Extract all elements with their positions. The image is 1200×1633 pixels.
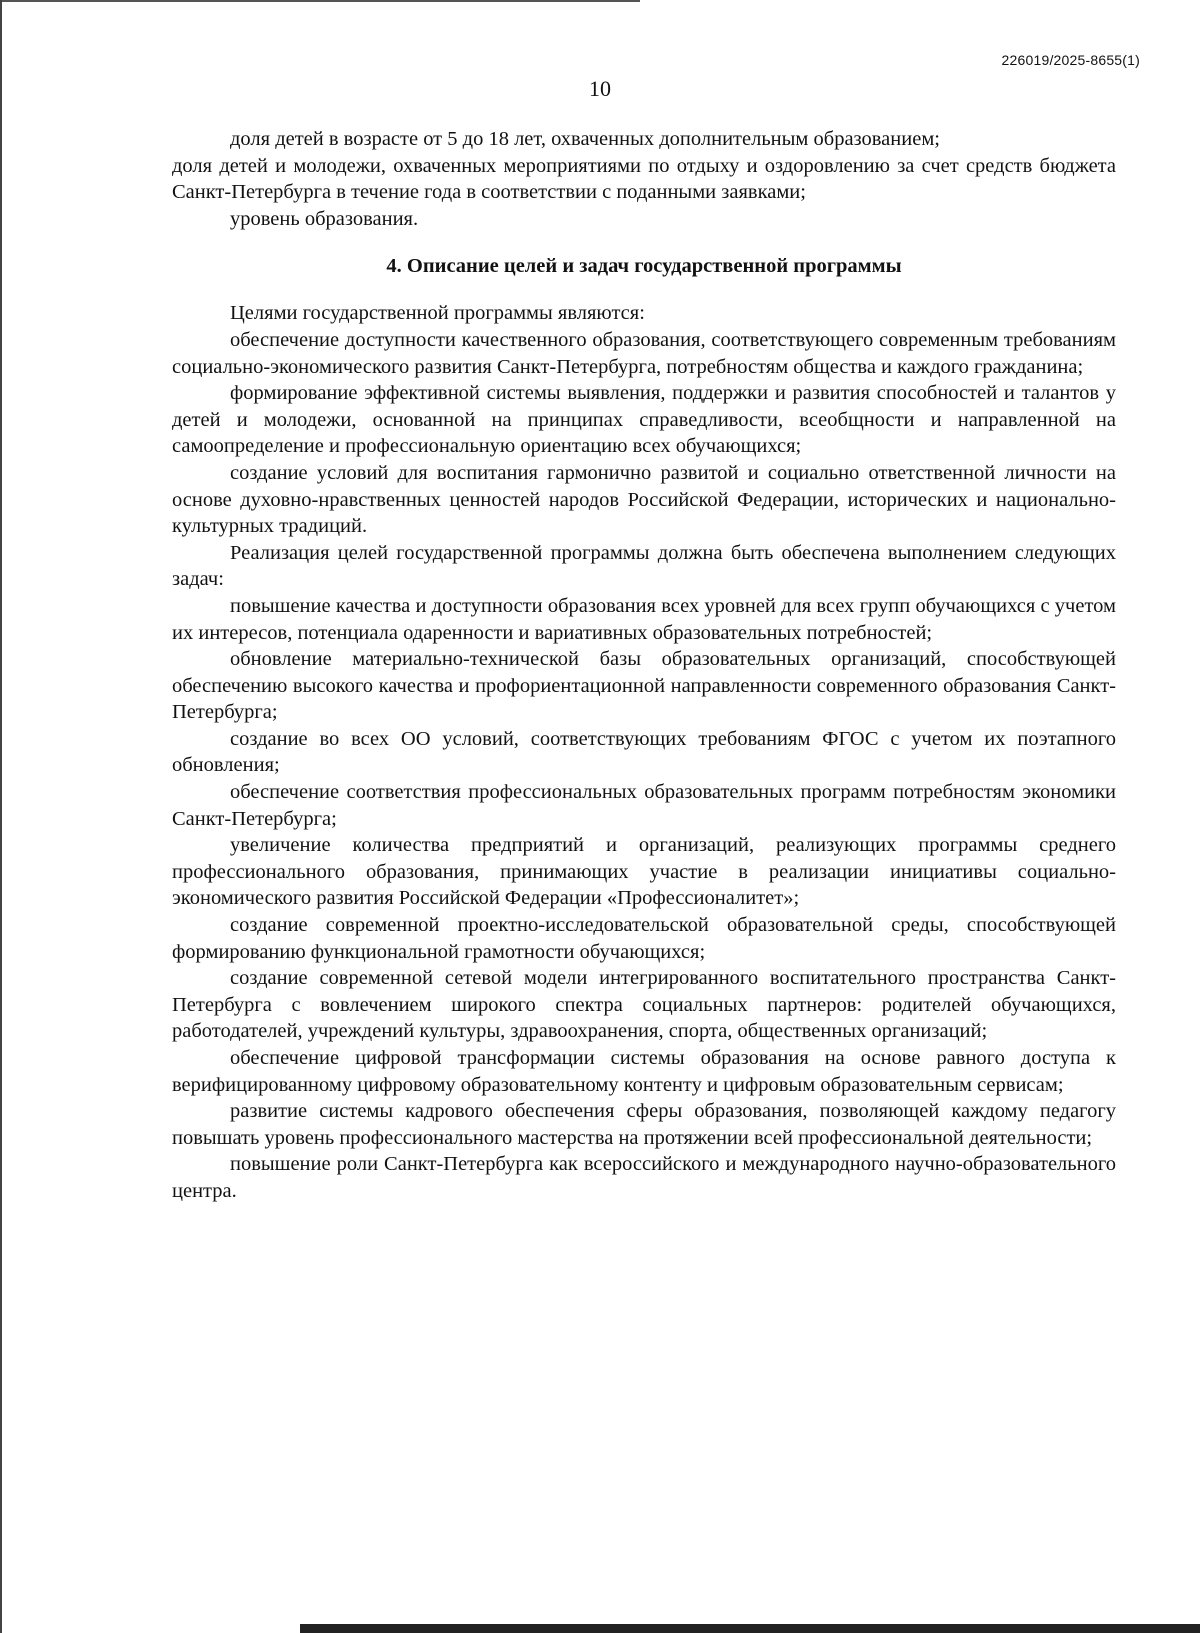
goal-item: создание условий для воспитания гармонично развитой и социально ответственной личности на основе духовно-нравственных ценностей народов Российской Федерации, исторических и национально-культурных традиций.: [172, 461, 1116, 538]
task-item: увеличение количества предприятий и организаций, реализующих программы среднего профессионального образования, принимающих участие в реализации инициативы социально-экономического развития Российской Федерации «Профессионалитет»;: [172, 834, 1116, 910]
document-number: 226019/2025-8655(1): [1001, 52, 1140, 68]
task-item: создание современной проектно-исследовательской образовательной среды, способствующей формированию функциональной грамотности обучающихся;: [172, 914, 1116, 963]
intro-paragraph: доля детей и молодежи, охваченных мероприятиями по отдыху и оздоровлению за счет средств бюджета Санкт-Петербурга в течение года в соответствии с поданными заявками;: [172, 154, 1116, 204]
scan-edge-bottom: [300, 1624, 1200, 1633]
scan-edge-top: [0, 0, 640, 2]
goals-intro: Целями государственной программы являются:: [230, 302, 645, 325]
task-item: обновление материально-технической базы образовательных организаций, способствующей обеспечению высокого качества и профориентационной направленности современного образования Санкт-Петербурга;: [172, 648, 1116, 724]
document-body: [172, 126, 1116, 1205]
goal-item: формирование эффективной системы выявления, поддержки и развития способностей и талантов у детей и молодежи, основанной на принципах справедливости, всеобщности и направленной на самоопределение и профессиональную ориентацию всех обучающихся;: [172, 382, 1116, 458]
task-item: повышение качества и доступности образования всех уровней для всех групп обучающихся с учетом их интересов, потенциала одаренности и вариативных образовательных потребностей;: [172, 594, 1116, 644]
goal-item: обеспечение доступности качественного образования, соответствующего современным требованиям социально-экономического развития Санкт-Петербурга, потребностям общества и каждого гражданина;: [172, 328, 1116, 378]
intro-paragraph: уровень образования.: [230, 207, 419, 230]
task-item: развитие системы кадрового обеспечения сферы образования, позволяющей каждому педагогу повышать уровень профессионального мастерства на протяжении всей профессиональной деятельности;: [172, 1100, 1116, 1149]
section-title: 4. Описание целей и задач государственной программы: [386, 255, 902, 278]
task-item: обеспечение соответствия профессиональных образовательных программ потребностям экономики Санкт-Петербурга;: [172, 781, 1116, 830]
task-item: повышение роли Санкт-Петербурга как всероссийского и международного научно-образовательного центра.: [172, 1153, 1116, 1202]
tasks-intro: Реализация целей государственной программы должна быть обеспечена выполнением следующих задач:: [172, 541, 1116, 591]
intro-paragraph: доля детей в возрасте от 5 до 18 лет, охваченных дополнительным образованием;: [230, 128, 940, 150]
page-number: 10: [589, 76, 611, 101]
scan-edge-left: [0, 0, 2, 1633]
task-item: создание современной сетевой модели интегрированного воспитательного пространства Санкт-Петербурга с вовлечением широкого спектра социальных партнеров: родителей обучающихся, работодателей, учреждений культуры, здравоохранения, спорта, общественных организаций;: [172, 967, 1116, 1043]
task-item: обеспечение цифровой трансформации системы образования на основе равного доступа к верифицированному цифровому образовательному контенту и цифровым образовательным сервисам;: [172, 1047, 1116, 1096]
task-item: создание во всех ОО условий, соответствующих требованиям ФГОС с учетом их поэтапного обновления;: [172, 727, 1116, 777]
